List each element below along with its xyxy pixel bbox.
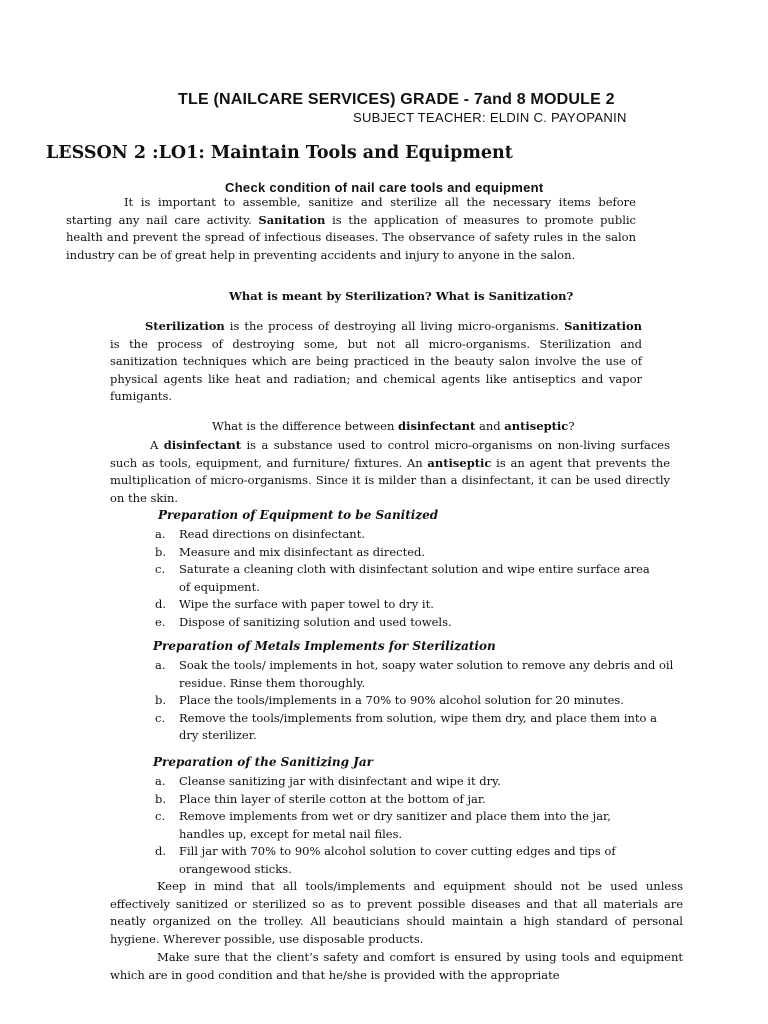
lesson-title: LESSON 2 :LO1: Maintain Tools and Equipment (46, 143, 513, 163)
closing-paragraph-2: Make sure that the client’s safety and comfort is ensured by using tools and equipment which are in good condition and that he/she is provided with the appropriate (110, 950, 683, 982)
list-metal-sterilization (155, 657, 675, 745)
list-item: b. Place the tools/implements in a 70% to 90% alcohol solution for 20 minutes. (155, 693, 624, 707)
list-item: a. Soak the tools/ implements in hot, soapy water solution to remove any debris and oil residue. Rinse them thoroughly. (155, 658, 674, 690)
list-sanitizing-jar (155, 773, 635, 878)
term-sanitation: Sanitation (258, 212, 326, 227)
intro-paragraph: It is important to assemble, sanitize and sterilize all the necessary items before starting any nail care activity. Sanitation is the application of measures to promote public health and prevent the spread of infectious diseases. The observance of safety rules in the salon industry can be of great help in preventing accidents and injury to anyone in the salon. (66, 195, 636, 262)
list-item: d. Fill jar with 70% to 90% alcohol solution to cover cutting edges and tips of orangewood sticks. (155, 844, 616, 876)
list-item: e. Dispose of sanitizing solution and used towels. (155, 614, 452, 629)
module-title: TLE (NAILCARE SERVICES) GRADE - 7and 8 MODULE 2 (178, 91, 615, 108)
section-title: Check condition of nail care tools and equipment (225, 180, 544, 195)
subject-teacher: SUBJECT TEACHER: ELDIN C. PAYOPANIN (353, 110, 627, 125)
list-item: c. Remove implements from wet or dry sanitizer and place them into the jar, handles up, except for metal nail files. (155, 809, 611, 841)
list-item: a. Cleanse sanitizing jar with disinfectant and wipe it dry. (155, 774, 501, 788)
list-item: b. Place thin layer of sterile cotton at the bottom of jar. (155, 791, 486, 806)
question-difference: What is the difference between disinfectant and antiseptic? (212, 419, 575, 433)
list-item: c. Remove the tools/implements from solution, wipe them dry, and place them into a dry sterilizer. (155, 710, 657, 742)
list-item: d. Wipe the surface with paper towel to dry it. (155, 597, 434, 611)
list-item: a. Read directions on disinfectant. (155, 527, 365, 541)
question-sterilization: What is meant by Sterilization? What is Sanitization? (229, 289, 574, 303)
closing-paragraph: Keep in mind that all tools/implements and equipment should not be used unless effectively sanitized or sterilized so as to prevent possible diseases and that all materials are neatly organized on the trolley. All beauticians should maintain a high standard of personal hygiene. Wherever possible, use disposable products. (110, 879, 683, 946)
difference-paragraph: A disinfectant is a substance used to control micro-organisms on non-living surfaces such as tools, equipment, and furniture/ fixtures. An antiseptic is an agent that prevents the multiplication of micro-organisms. Since it is milder than a disinfectant, it can be used directly on the skin. (110, 438, 671, 505)
list-item: b. Measure and mix disinfectant as directed. (155, 544, 426, 559)
heading-equipment-sanitized: Preparation of Equipment to be Sanitized (158, 508, 439, 522)
definition-paragraph: Sterilization is the process of destroying all living micro-organisms. Sanitization is the process of destroying some, but not all micro-organisms. Sterilization and sanitization techniques which are being practiced in the beauty salon involve the use of physical agents like heat and radiation; and chemical agents like antiseptics and vapor fumigants. (110, 319, 642, 403)
heading-metal-sterilization: Preparation of Metals Implements for Sterilization (153, 639, 496, 653)
list-item: c. Saturate a cleaning cloth with disinfectant solution and wipe entire surface area of equipment. (155, 562, 650, 594)
heading-sanitizing-jar: Preparation of the Sanitizing Jar (153, 755, 373, 769)
list-equipment-sanitized (155, 526, 665, 631)
